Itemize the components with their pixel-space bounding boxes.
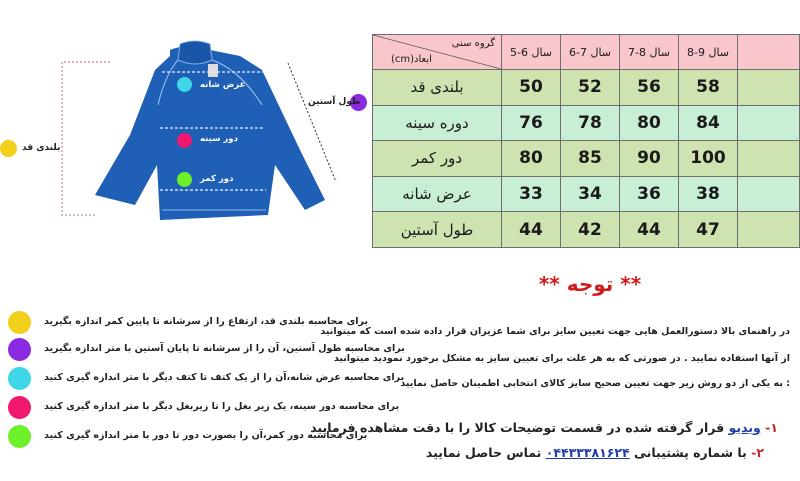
waist-label: دور کمر [200, 174, 234, 184]
step-text: تماس حاصل نمایید [425, 445, 546, 460]
table-cell: 42 [561, 212, 620, 248]
column-header: 5-6 سال [502, 35, 561, 70]
legend-text: برای محاسبه عرض شانه،آن را از یک کتف تا کتف دیگر با متر اندازه گیری کنید [44, 372, 405, 383]
legend-item-chest [8, 396, 400, 422]
row-label: عرض شانه [373, 176, 502, 212]
table-cell: 38 [679, 176, 738, 212]
table-cell [738, 141, 800, 177]
table-cell: 34 [561, 176, 620, 212]
table-cell: 33 [502, 176, 561, 212]
table-corner-cell [373, 35, 502, 70]
height-label: بلندی قد [22, 143, 61, 153]
table-cell [738, 212, 800, 248]
age-group-label: گروه سنی [451, 38, 495, 49]
step-phone [426, 445, 764, 460]
notice-paragraph-line: در راهنمای بالا دستورالعمل هایی جهت تعیین سایز برای شما عزیزان قرار داده شده است که میتوانید [320, 326, 790, 337]
dimensions-label: ابعاد(cm) [391, 54, 432, 65]
sleeve-label: طول آستین [308, 97, 361, 107]
table-row [373, 176, 800, 212]
notice-title: ** توجه ** [538, 272, 642, 296]
legend-text: برای محاسبه دور سینه، یک زیر بغل را تا زیربغل دیگر با متر اندازه گیری کنید [44, 401, 400, 412]
table-cell: 58 [679, 70, 738, 106]
table-cell: 80 [502, 141, 561, 177]
column-header: 7-8 سال [620, 35, 679, 70]
table-cell: 90 [620, 141, 679, 177]
chest-marker-icon [177, 133, 192, 148]
green-dot-icon [8, 425, 31, 448]
row-label: طول آستین [373, 212, 502, 248]
table-cell: 50 [502, 70, 561, 106]
table-cell: 44 [620, 212, 679, 248]
shoulder-label: عرض شانه [200, 80, 246, 90]
notice-paragraph-line: از آنها استفاده نمایید . در صورتی که به هر علت برای تعیین سایز به مشکل برخورد نمودید میتوانید [333, 353, 790, 364]
table-cell: 80 [620, 105, 679, 141]
table-cell: 78 [561, 105, 620, 141]
table-cell: 36 [620, 176, 679, 212]
pink-dot-icon [8, 396, 31, 419]
column-header: 6-7 سال [561, 35, 620, 70]
table-row [373, 105, 800, 141]
step-number: ۲- [751, 445, 764, 460]
table-cell: 56 [620, 70, 679, 106]
support-phone-link[interactable]: ۰۴۴۳۳۳۸۱۶۲۴ [545, 445, 630, 460]
table-cell: 84 [679, 105, 738, 141]
table-cell: 47 [679, 212, 738, 248]
table-cell: 85 [561, 141, 620, 177]
table-cell: 76 [502, 105, 561, 141]
legend-text: برای محاسبه طول آستین، آن را از سرشانه تا پایان آستین با متر اندازه بگیرید [44, 343, 405, 354]
yellow-dot-icon [8, 311, 31, 334]
table-cell: 100 [679, 141, 738, 177]
legend-text: برای محاسبه بلندی قد، ارتفاع را از سرشانه تا پایین کمر اندازه بگیرید [44, 316, 369, 327]
table-cell [738, 105, 800, 141]
height-marker-icon [0, 140, 17, 157]
table-cell: 52 [561, 70, 620, 106]
shirt-diagram [0, 30, 380, 240]
legend-text: برای محاسبه دور کمر،آن را بصورت دور تا دور با متر اندازه گیری کنید [44, 430, 368, 441]
video-link[interactable]: ویدیو [728, 420, 761, 435]
row-label: دوره سینه [373, 105, 502, 141]
purple-dot-icon [8, 338, 31, 361]
legend-item-shoulder [8, 367, 405, 393]
column-header: 8-9 سال [679, 35, 738, 70]
step-number: ۱- [765, 420, 778, 435]
row-label: دور کمر [373, 141, 502, 177]
table-cell: 44 [502, 212, 561, 248]
row-label: بلندی قد [373, 70, 502, 106]
shoulder-marker-icon [177, 77, 192, 92]
waist-marker-icon [177, 172, 192, 187]
table-header-row [373, 35, 800, 70]
table-cell [738, 70, 800, 106]
chest-label: دور سینه [200, 134, 238, 144]
notice-paragraph-line: : به یکی از دو روش زیر جهت تعیین صحیح سایز کالای انتخابی اطمینان حاصل نمایید [400, 378, 790, 389]
table-row [373, 212, 800, 248]
step-text: قرار گرفته شده در قسمت توضیحات کالا را با دقت مشاهده فرمایید [310, 420, 729, 435]
size-table [372, 34, 800, 248]
step-video [310, 420, 778, 435]
step-text: با شماره پشتیبانی [629, 445, 752, 460]
table-cell [738, 176, 800, 212]
table-row [373, 70, 800, 106]
column-header [738, 35, 800, 70]
table-row [373, 141, 800, 177]
cyan-dot-icon [8, 367, 31, 390]
legend-item-sleeve [8, 338, 405, 364]
